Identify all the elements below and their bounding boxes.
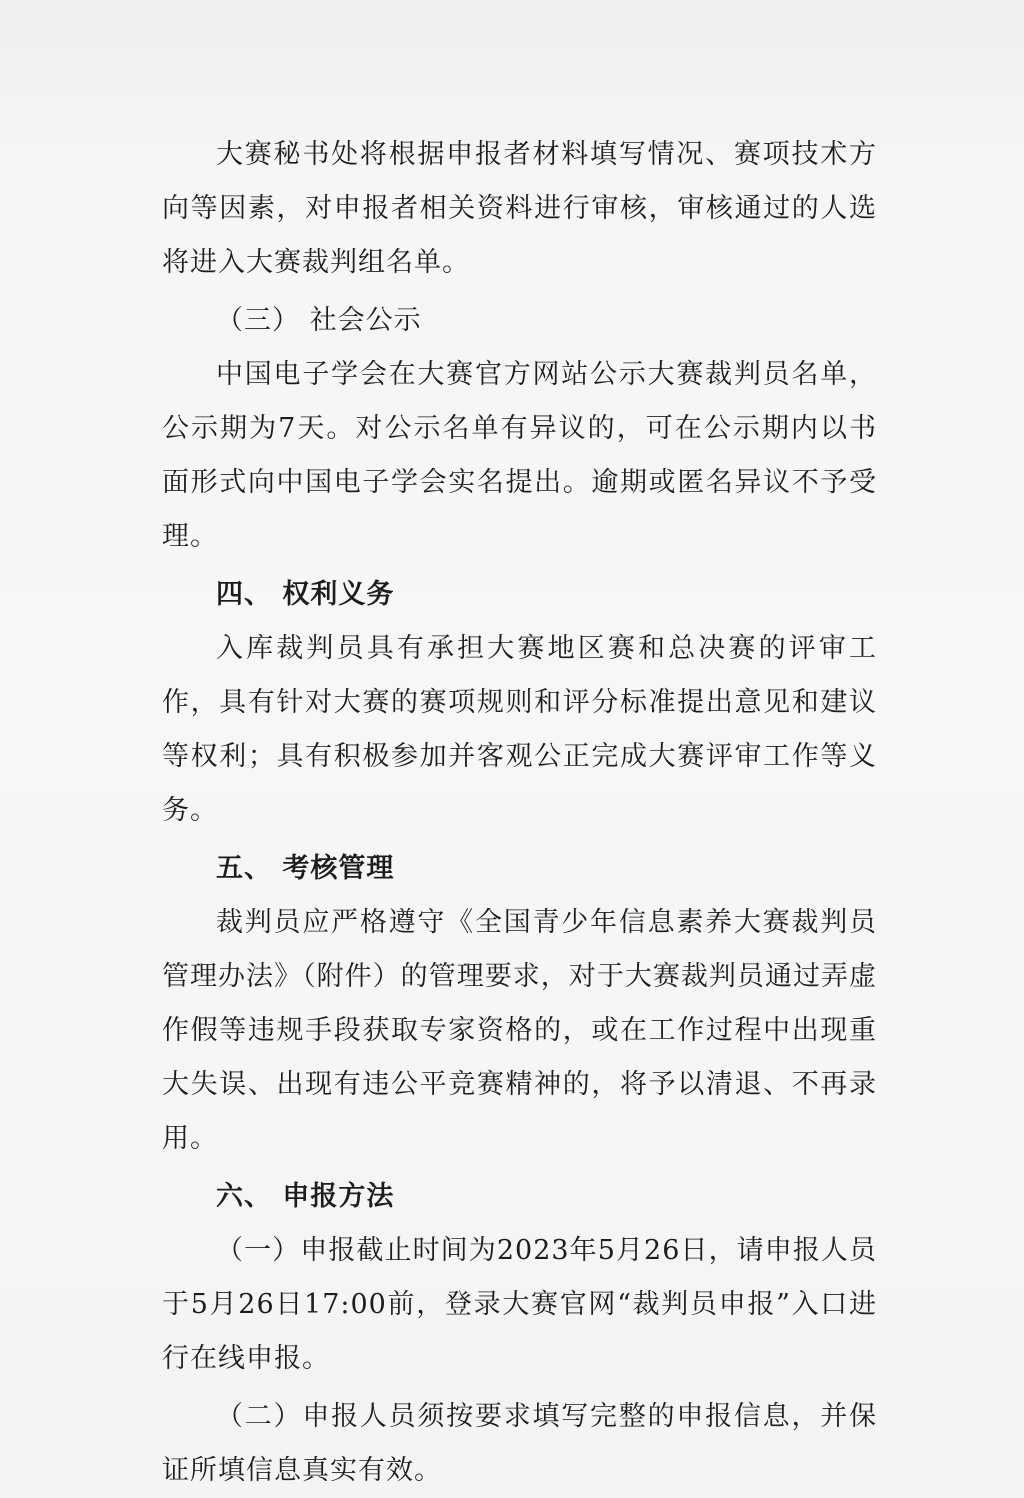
heading-assessment-management: 五、 考核管理 [216, 853, 395, 884]
paragraph-assessment-management: 裁判员应严格遵守《全国青少年信息素养大赛裁判员管理办法》（附件）的管理要求，对于大赛裁判员通过弄虚作假等违规手段获取专家资格的，或在工作过程中出现重大失误、出现有违公平竞赛精神的，将予以清退、不再录用。 [162, 907, 877, 1154]
heading-application-method: 六、 申报方法 [216, 1181, 395, 1212]
paragraph-application-info: （二）申报人员须按要求填写完整的申报信息，并保证所填信息真实有效。 [162, 1401, 877, 1486]
heading-rights-obligations: 四、 权利义务 [216, 579, 395, 610]
paragraph-review: 大赛秘书处将根据申报者材料填写情况、赛项技术方向等因素，对申报者相关资料进行审核，审核通过的人选将进入大赛裁判组名单。 [162, 139, 877, 278]
paragraph-public-notice: 中国电子学会在大赛官方网站公示大赛裁判员名单，公示期为7天。对公示名单有异议的，可在公示期内以书面形式向中国电子学会实名提出。逾期或匿名异议不予受理。 [162, 359, 877, 552]
subheading-public-notice: （三） 社会公示 [216, 305, 422, 336]
paragraph-rights-obligations: 入库裁判员具有承担大赛地区赛和总决赛的评审工作，具有针对大赛的赛项规则和评分标准提出意见和建议等权利；具有积极参加并客观公正完成大赛评审工作等义务。 [162, 633, 877, 826]
document-body [162, 128, 877, 1498]
paragraph-application-deadline: （一）申报截止时间为2023年5月26日，请申报人员于5月26日17:00前，登录大赛官网“裁判员申报”入口进行在线申报。 [162, 1235, 877, 1374]
